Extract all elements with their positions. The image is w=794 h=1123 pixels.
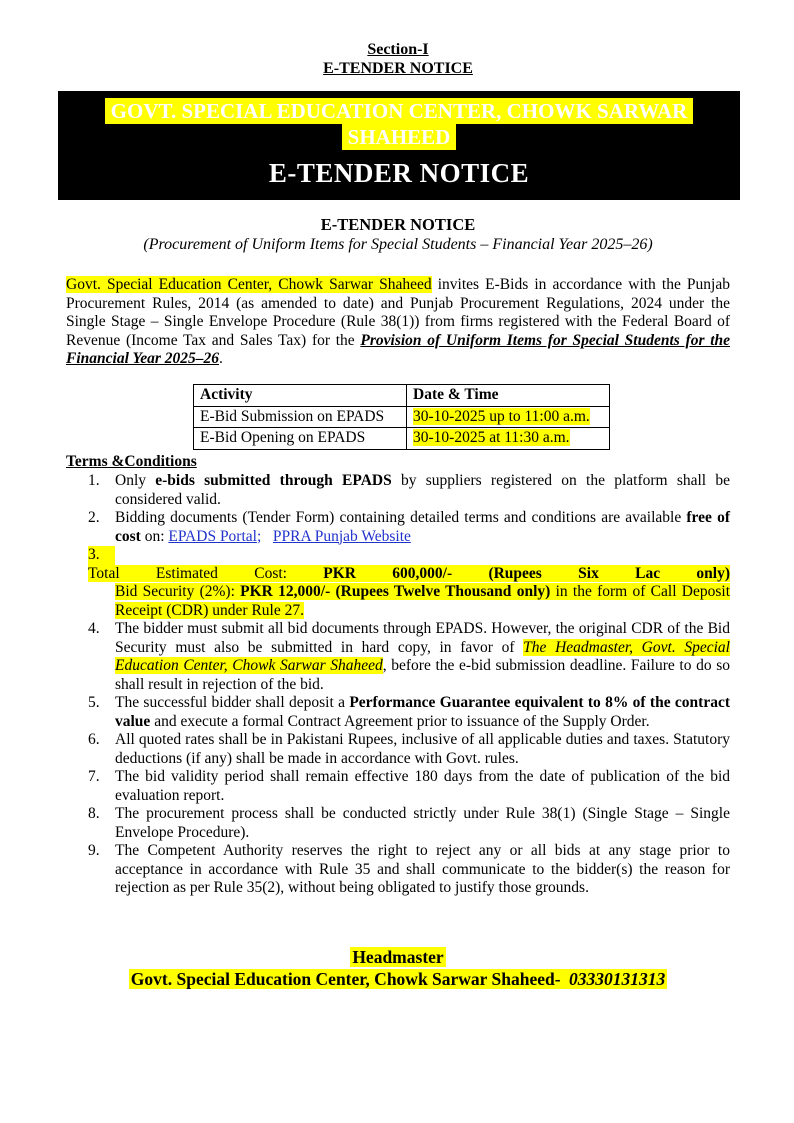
- text-run: Only: [115, 472, 156, 489]
- terms-item: [66, 620, 730, 694]
- text-run: The bidder must submit all bid documents through EPADS. However, the original CDR of the Bid Security must also be submitted in hard copy, in favor of: [115, 620, 730, 656]
- terms-item: [66, 472, 730, 509]
- text-run: by suppliers registered on the platform shall be considered valid.: [115, 472, 730, 508]
- text-run: The successful bidder shall deposit a: [115, 694, 350, 711]
- text-run: [88, 564, 730, 584]
- terms-item-number: 1.: [88, 472, 100, 489]
- terms-list: [66, 472, 730, 898]
- terms-heading: Terms &Conditions: [66, 452, 197, 470]
- terms-item: [66, 546, 730, 620]
- text-run: Total Estimated Cost:: [88, 564, 324, 582]
- text-run: All quoted rates shall be in Pakistani Rupees, inclusive of all applicable duties and taxes. Statutory deductions (if any) shall be made in accordance with Govt. rules.: [115, 731, 730, 767]
- text-run: Bidding documents (Tender Form) containing detailed terms and conditions are available: [115, 509, 687, 526]
- terms-item-number: 6.: [88, 731, 100, 748]
- text-run: , before the e-bid submission deadline. Failure to do so shall result in rejection of the bid.: [115, 657, 730, 693]
- text-run: Govt. Special Education Center, Chowk Sarwar Shaheed: [66, 276, 432, 293]
- text-run: 03330131313: [568, 968, 666, 989]
- page-heading: [66, 59, 730, 78]
- column-header-activity: Activity: [194, 385, 407, 407]
- terms-item: [66, 842, 730, 898]
- text-run: Govt. Special Education Center, Chowk Sarwar Shaheed-: [130, 968, 565, 989]
- signatory-contact: [66, 968, 730, 990]
- text-run: Headmaster: [352, 946, 444, 967]
- terms-item-number: 7.: [88, 768, 100, 785]
- activity-cell: E-Bid Opening on EPADS: [194, 428, 407, 450]
- intro-paragraph: [66, 276, 730, 369]
- text-run: invites E-Bids in accordance with the Punjab Procurement Rules, 2014 (as amended to date) and Punjab Procurement Regulations, 2024 under the Single Stage – Single Envelope Procedure (Rule 38(1)) from firms registered with the Federal Board of Revenue (Income Tax and Sales Tax) for the: [66, 276, 730, 349]
- text-run: The procurement process shall be conducted strictly under Rule 38(1) (Single Stage – Single Envelope Procedure).: [115, 805, 730, 841]
- activity-cell: E-Bid Submission on EPADS: [194, 406, 407, 428]
- banner-organization: [77, 98, 722, 150]
- terms-item-number: 8.: [88, 805, 100, 822]
- text-run: Bid Security (2%):: [115, 583, 241, 600]
- column-header-datetime: Date & Time: [407, 385, 610, 407]
- terms-item: [66, 805, 730, 842]
- terms-item-number: 3.: [88, 546, 115, 565]
- datetime-cell: [407, 406, 610, 428]
- terms-item: [66, 509, 730, 546]
- hyperlink[interactable]: PPRA Punjab Website: [272, 527, 411, 545]
- section-label-text: Section-I: [367, 41, 429, 58]
- banner-title: E-TENDER NOTICE: [268, 158, 530, 188]
- page-heading-text: E-TENDER NOTICE: [323, 60, 473, 77]
- title-banner: [58, 91, 740, 200]
- schedule-table: [193, 384, 610, 450]
- notice-subtitle: (Procurement of Uniform Items for Special Students – Financial Year 2025–26): [143, 236, 653, 253]
- signatory-title: [66, 946, 730, 968]
- datetime-value: 30-10-2025 up to 11:00 a.m.: [413, 407, 590, 425]
- notice-title: E-TENDER NOTICE: [320, 215, 476, 234]
- text-run: The bid validity period shall remain effective 180 days from the date of publication of the bid evaluation report.: [115, 768, 730, 804]
- text-run: PKR 600,000/- (Rupees Six Lac only): [323, 564, 730, 582]
- terms-item-number: 9.: [88, 842, 100, 859]
- text-run: on:: [140, 527, 169, 545]
- terms-item-number: 4.: [88, 620, 100, 637]
- schedule-table-header-row: [194, 385, 610, 407]
- terms-item: [66, 768, 730, 805]
- text-run: ;: [256, 527, 273, 545]
- hyperlink[interactable]: EPADS Portal: [168, 527, 257, 545]
- schedule-table-row: [194, 428, 610, 450]
- text-run: in the form of Call Deposit Receipt (CDR) under Rule 27.: [115, 583, 730, 619]
- signature-block: [66, 946, 730, 990]
- text-run: .: [219, 350, 223, 367]
- datetime-value: 30-10-2025 at 11:30 a.m.: [413, 429, 570, 446]
- text-run: and execute a formal Contract Agreement prior to issuance of the Supply Order.: [150, 712, 650, 730]
- text-run: The Competent Authority reserves the right to reject any or all bids at any stage prior to acceptance in accordance with Rule 35 and shall communicate to the bidder(s) the reason for rejection as per Rule 35(2), without being obligated to justify those grounds.: [115, 842, 730, 896]
- schedule-table-row: [194, 406, 610, 428]
- section-label: [66, 40, 730, 59]
- terms-item-number: 2.: [88, 509, 100, 526]
- text-run: Performance Guarantee equivalent to 8% of the contract value: [115, 694, 730, 730]
- terms-item-number: 5.: [88, 694, 100, 711]
- text-run: free of cost: [115, 509, 730, 545]
- datetime-cell: [407, 428, 610, 450]
- text-run: Provision of Uniform Items for Special Students for the Financial Year 2025–26: [66, 331, 730, 367]
- terms-item: [66, 694, 730, 731]
- text-run: PKR 12,000/- (Rupees Twelve Thousand only): [240, 583, 551, 600]
- text-run: The Headmaster, Govt. Special Education Center, Chowk Sarwar Shaheed: [115, 638, 730, 674]
- terms-item: [66, 731, 730, 768]
- text-run: e-bids submitted through EPADS: [155, 472, 392, 489]
- banner-organization-text: GOVT. SPECIAL EDUCATION CENTER, CHOWK SARWAR SHAHEED: [105, 98, 694, 150]
